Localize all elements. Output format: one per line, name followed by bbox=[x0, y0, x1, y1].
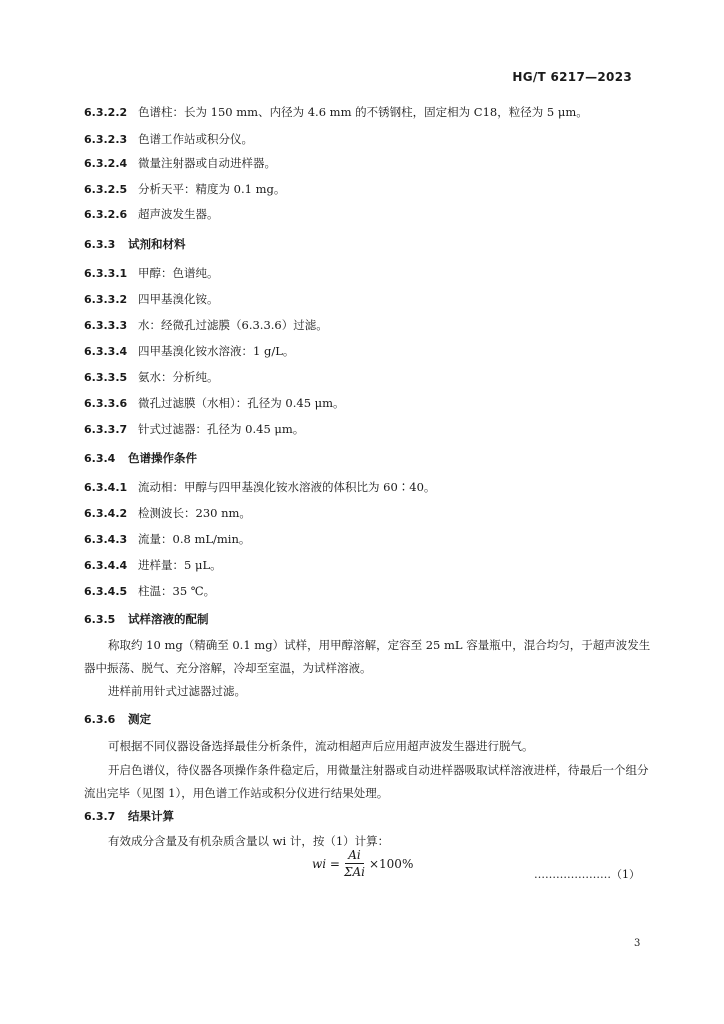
clause-number: 6.3.4.3 bbox=[84, 533, 128, 546]
clause-number: 6.3.3.3 bbox=[84, 319, 128, 332]
clause-text: 微孔过滤膜（水相）：孔径为 0.45 μm。 bbox=[138, 396, 345, 410]
clause-number: 6.3.3.1 bbox=[84, 267, 128, 280]
clause-number: 6.3.3.5 bbox=[84, 371, 128, 384]
standard-code-header: HG/T 6217—2023 bbox=[512, 70, 632, 84]
clause-text: 针式过滤器：孔径为 0.45 μm。 bbox=[138, 422, 305, 436]
clause-6-3-4-2 bbox=[84, 505, 654, 522]
formula-1 bbox=[312, 848, 413, 879]
clause-text: 流量：0.8 mL/min。 bbox=[138, 532, 251, 546]
clause-number: 6.3.2.6 bbox=[84, 208, 128, 221]
clause-text: 甲醇：色谱纯。 bbox=[138, 266, 219, 280]
clause-6-3-4-4 bbox=[84, 557, 654, 574]
section-heading-6-3-6 bbox=[84, 711, 654, 728]
clause-number: 6.3.2.2 bbox=[84, 106, 128, 119]
section-title: 试样溶液的配制 bbox=[128, 612, 209, 626]
clause-6-3-3-5 bbox=[84, 369, 654, 386]
clause-text: 四甲基溴化铵水溶液：1 g/L。 bbox=[138, 344, 295, 358]
clause-6-3-2-5 bbox=[84, 181, 654, 198]
clause-number: 6.3.3.2 bbox=[84, 293, 128, 306]
paragraph-calculation-intro: 有效成分含量及有机杂质含量以 wi 计，按（1）计算： bbox=[108, 834, 390, 848]
section-heading-6-3-7 bbox=[84, 808, 654, 825]
formula-lhs: wi = bbox=[312, 856, 340, 871]
clause-text: 色谱工作站或积分仪。 bbox=[138, 132, 253, 146]
paragraph-filtration: 进样前用针式过滤器过滤。 bbox=[108, 684, 246, 698]
section-heading-6-3-3 bbox=[84, 236, 654, 253]
section-number: 6.3.3 bbox=[84, 238, 116, 251]
clause-number: 6.3.2.5 bbox=[84, 183, 128, 196]
clause-number: 6.3.3.7 bbox=[84, 423, 128, 436]
clause-6-3-3-2 bbox=[84, 291, 654, 308]
section-title: 测定 bbox=[128, 712, 151, 726]
clause-6-3-2-4 bbox=[84, 155, 654, 172]
section-number: 6.3.7 bbox=[84, 810, 116, 823]
clause-number: 6.3.2.3 bbox=[84, 133, 128, 146]
clause-number: 6.3.4.4 bbox=[84, 559, 128, 572]
clause-text: 检测波长：230 nm。 bbox=[138, 506, 251, 520]
clause-text: 水：经微孔过滤膜（6.3.3.6）过滤。 bbox=[138, 318, 328, 332]
clause-number: 6.3.3.6 bbox=[84, 397, 128, 410]
clause-text: 氨水：分析纯。 bbox=[138, 370, 219, 384]
clause-text: 微量注射器或自动进样器。 bbox=[138, 156, 276, 170]
clause-number: 6.3.4.1 bbox=[84, 481, 128, 494]
clause-number: 6.3.2.4 bbox=[84, 157, 128, 170]
paragraph-sample-preparation: 称取约 10 mg（精确至 0.1 mg）试样，用甲醇溶解，定容至 25 mL 容量瓶中，混合均匀，于超声波发生器中振荡、脱气、充分溶解，冷却至室温，为试样溶液。 bbox=[84, 638, 651, 675]
section-number: 6.3.6 bbox=[84, 713, 116, 726]
clause-6-3-4-5 bbox=[84, 583, 654, 600]
section-number: 6.3.5 bbox=[84, 613, 116, 626]
clause-text: 柱温：35 ℃。 bbox=[138, 584, 216, 598]
clause-6-3-2-6 bbox=[84, 206, 654, 223]
clause-6-3-4-3 bbox=[84, 531, 654, 548]
formula-denominator: ΣAi bbox=[343, 865, 365, 879]
section-heading-6-3-5 bbox=[84, 611, 654, 628]
clause-6-3-3-1 bbox=[84, 265, 654, 282]
clause-text: 分析天平：精度为 0.1 mg。 bbox=[138, 182, 286, 196]
clause-6-3-3-3 bbox=[84, 317, 654, 334]
page-number: 3 bbox=[634, 938, 641, 949]
clause-6-3-2-2 bbox=[84, 104, 654, 121]
paragraph-determination-procedure: 开启色谱仪，待仪器各项操作条件稳定后，用微量注射器或自动进样器吸取试样溶液进样，待最后一个组分流出完毕（见图 1），用色谱工作站或积分仪进行结果处理。 bbox=[84, 763, 649, 800]
clause-6-3-3-6 bbox=[84, 395, 654, 412]
section-title: 结果计算 bbox=[128, 809, 174, 823]
section-title: 色谱操作条件 bbox=[128, 451, 197, 465]
clause-text: 色谱柱：长为 150 mm、内径为 4.6 mm 的不锈钢柱，固定相为 C18，粒径为 5 μm。 bbox=[138, 105, 588, 119]
clause-text: 进样量：5 μL。 bbox=[138, 558, 222, 572]
clause-6-3-4-1 bbox=[84, 479, 654, 496]
section-number: 6.3.4 bbox=[84, 452, 116, 465]
section-title: 试剂和材料 bbox=[128, 237, 186, 251]
clause-6-3-3-4 bbox=[84, 343, 654, 360]
clause-text: 超声波发生器。 bbox=[138, 207, 219, 221]
formula-fraction bbox=[344, 848, 365, 879]
clause-6-3-2-3 bbox=[84, 131, 654, 148]
formula-rhs: ×100% bbox=[368, 856, 414, 871]
paragraph-analysis-conditions: 可根据不同仪器设备选择最佳分析条件，流动相超声后应用超声波发生器进行脱气。 bbox=[108, 739, 534, 753]
section-heading-6-3-4 bbox=[84, 450, 654, 467]
formula-numerator: Ai bbox=[345, 848, 364, 864]
clause-text: 流动相：甲醇与四甲基溴化铵水溶液的体积比为 60∶40。 bbox=[138, 480, 436, 494]
clause-number: 6.3.4.5 bbox=[84, 585, 128, 598]
clause-number: 6.3.3.4 bbox=[84, 345, 128, 358]
clause-text: 四甲基溴化铵。 bbox=[138, 292, 219, 306]
clause-number: 6.3.4.2 bbox=[84, 507, 128, 520]
formula-number: …………………（1） bbox=[534, 868, 640, 881]
clause-6-3-3-7 bbox=[84, 421, 654, 438]
